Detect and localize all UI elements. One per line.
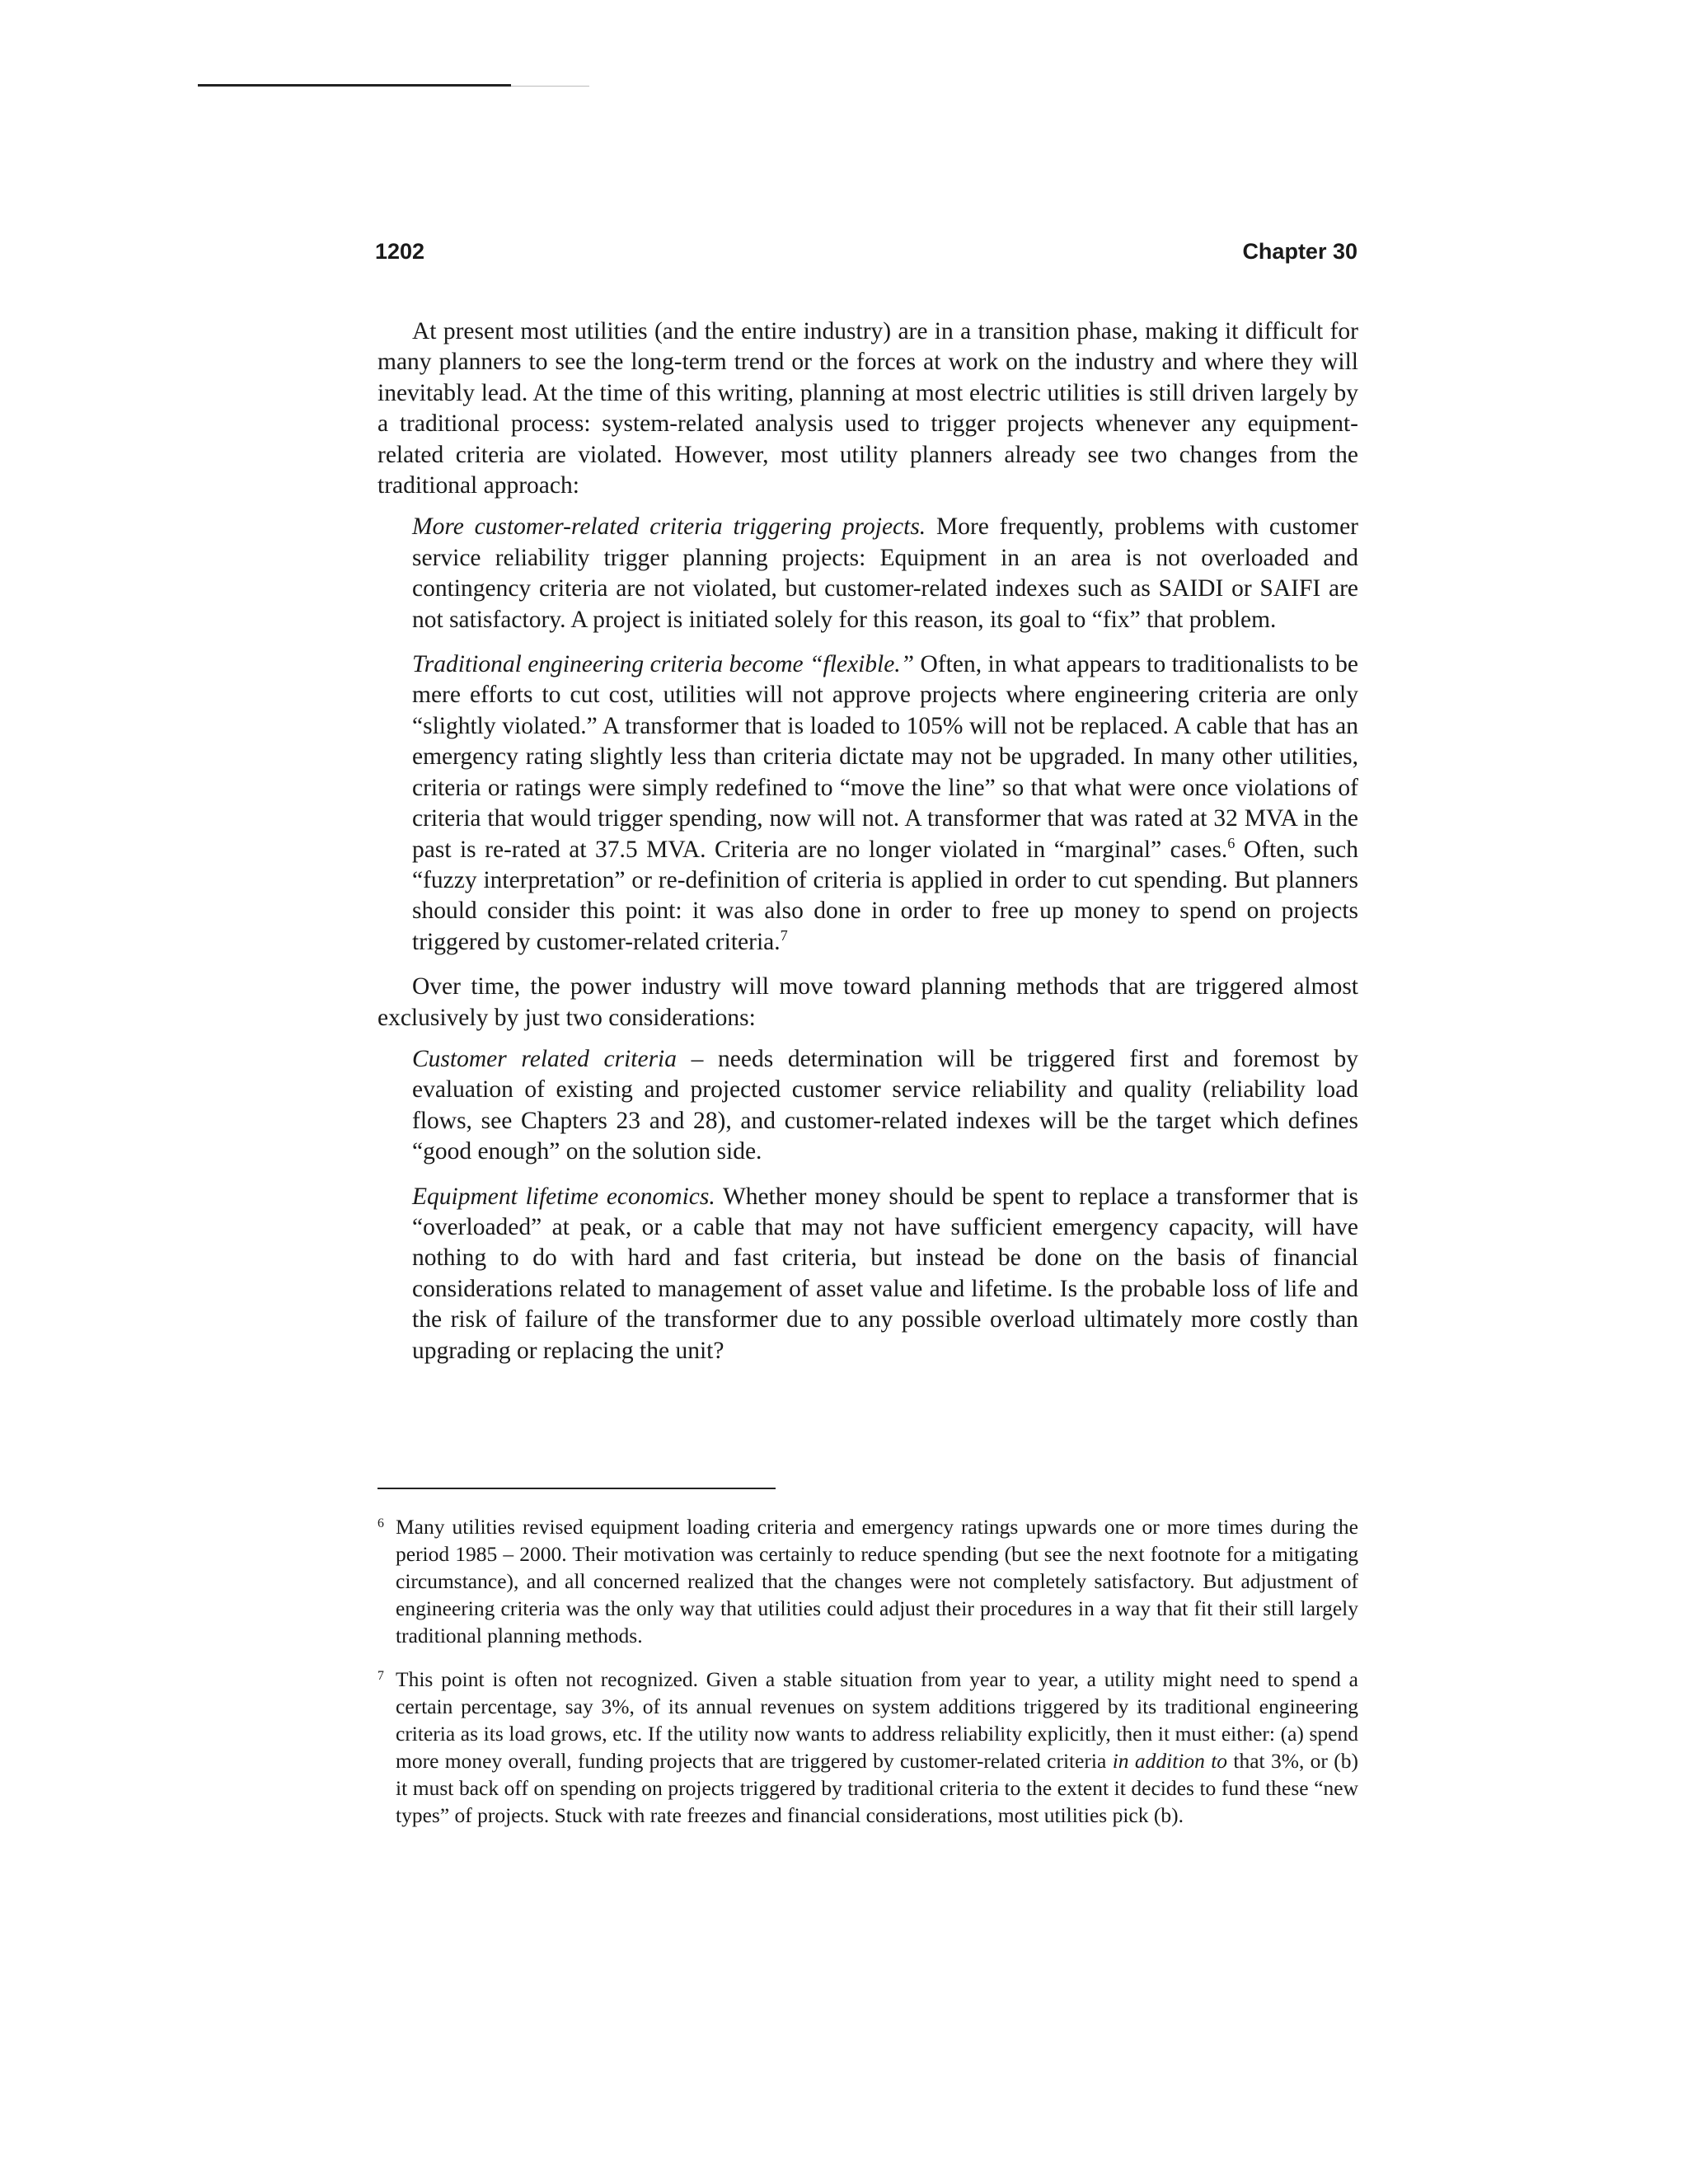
footnotes [377,1513,1358,1829]
list-item-text: Whether money should be spent to replace a transformer that is “overloaded” at peak, or a cable that may not have sufficient emergency capacity, will have nothing to do with hard and fast criteria, but instead be done on the basis of financial considerations related to management of asset value and lifetime. Is the probable loss of life and the risk of failure of the transformer due to any possible overload ultimately more costly than upgrading or replacing the unit? [412,1183,1359,1364]
list-item-text: Often, in what appears to traditionalists to be mere efforts to cut cost, utilities will not approve projects where engineering criteria are only “slightly violated.” A transformer that is loaded to 105% will not be replaced. A cable that has an emergency rating slightly less than criteria dictate may not be upgraded. In many other utilities, criteria or ratings were simply redefined to “move the line” so that what were once violations of criteria that would trigger spending, now will not. A transformer that was rated at 32 MVA in the past is re-rated at 37.5 MVA. Criteria are no longer violated in “marginal” cases. [412,651,1358,863]
footnote-ref-6[interactable]: 6 [1227,834,1236,851]
paragraph-intro [377,316,1358,501]
footnote-number: 6 [377,1516,384,1530]
top-rule-faint [511,86,589,87]
footnote-6 [377,1513,1358,1649]
footnote-emphasis: in addition to [1112,1749,1228,1773]
list-item-text: Often, such “fuzzy interpretation” or re-definition of criteria is applied in order to cut spending. But planners should consider this point: it was also done in order to free up money to spend on projects triggered by customer-related criteria. [412,836,1358,955]
list-item-lifetime-economics [412,1182,1358,1366]
list-item-title: Traditional engineering criteria become “flexible.” [412,651,915,678]
list-item-title: More customer-related criteria triggering projects. [412,513,926,541]
list-item-text: More frequently, problems with customer service reliability trigger planning projects: Equipment in an area is not overloaded and contingency criteria are not violated, but customer-related indexes such as SAIDI or SAIFI are not satisfactory. A project is initiated solely for this reason, its goal to “fix” that problem. [412,513,1358,633]
footnote-text: Many utilities revised equipment loading criteria and emergency ratings upwards one or more times during the period 1985 – 2000. Their motivation was certainly to reduce spending (but see the next footnote for a mitigating circumstance), and all concerned realized that the changes were not completely satisfactory. But adjustment of engineering criteria was the only way that utilities could adjust their procedures in a way that fit their still largely traditional planning methods. [396,1515,1358,1647]
top-rule [198,84,511,87]
footnote-number: 7 [377,1669,384,1683]
paragraph-over-time-text: Over time, the power industry will move toward planning methods that are triggered almost exclusively by just two considerations: [377,973,1358,1031]
list-item-text: – needs determination will be triggered first and foremost by evaluation of existing and projected customer service reliability and quality (reliability load flows, see Chapters 23 and 28), and customer-related indexes will be the target which defines “good enough” on the solution side. [412,1045,1358,1165]
list-item-flexible-criteria [412,649,1358,958]
body-text [377,316,1358,1366]
list-item-customer-criteria-projects [412,512,1358,635]
chapter-title: Chapter 30 [1242,239,1357,264]
footnote-7 [377,1666,1358,1829]
list-item-title: Customer related criteria [412,1045,677,1072]
paragraph-intro-text: At present most utilities (and the entire industry) are in a transition phase, making it difficult for many planners to see the long-term trend or the forces at work on the industry and where they will inevitably lead. At the time of this writing, planning at most electric utilities is still driven largely by a traditional process: system-related analysis used to trigger projects whenever any equipment-related criteria are violated. However, most utility planners already see two changes from the traditional approach: [377,318,1358,499]
list-item-customer-related-criteria [412,1044,1358,1168]
footnote-rule [377,1488,776,1489]
footnote-text: that 3%, or (b) it must back off on spending on projects triggered by traditional criteria to the extent it decides to fund these “new types” of projects. Stuck with rate freezes and financial considerations, most utilities pick (b). [396,1749,1358,1827]
paragraph-over-time [377,972,1358,1033]
page-number: 1202 [375,239,425,264]
page-header [375,239,1357,272]
footnote-text: This point is often not recognized. Given a stable situation from year to year, a utility might need to spend a certain percentage, say 3%, of its annual revenues on system additions triggered by its traditional engineering criteria as its load grows, etc. If the utility now wants to address reliability explicitly, then it must either: (a) spend more money overall, funding projects that are triggered by customer-related criteria [396,1667,1358,1773]
list-item-title: Equipment lifetime economics. [412,1183,715,1210]
footnote-ref-7[interactable]: 7 [780,926,788,944]
